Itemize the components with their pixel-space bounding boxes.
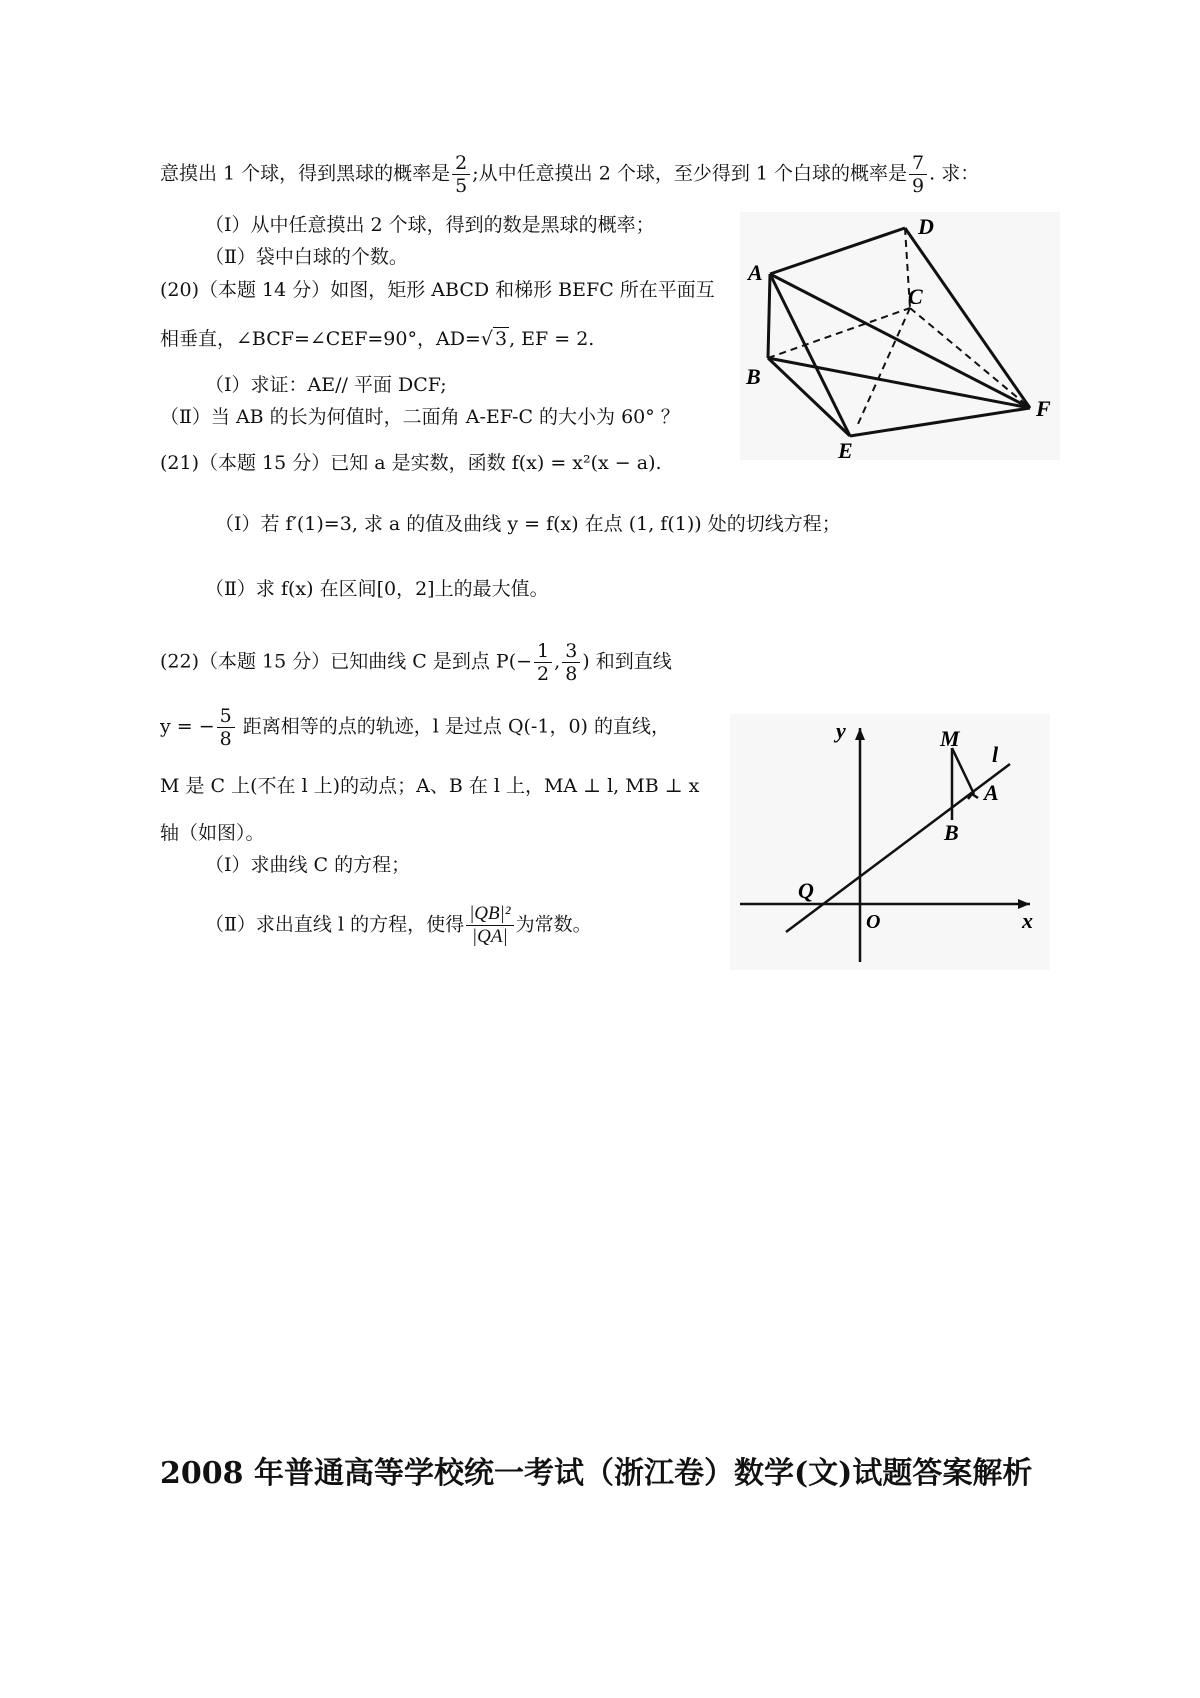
prism-figure (740, 212, 1060, 460)
point-m-label: M (940, 726, 960, 751)
q22-line3: M 是 C 上(不在 l 上)的动点；A、B 在 l 上，MA ⊥ l, MB ⊥ x (160, 775, 700, 797)
label-f: F (1036, 396, 1051, 421)
label-b: B (746, 364, 761, 389)
intro-text-a: 意摸出 1 个球，得到黑球的概率是 (160, 162, 451, 185)
q19-part2: （Ⅱ）袋中白球的个数。 (205, 246, 408, 268)
axis-x-label: x (1022, 908, 1033, 933)
label-e: E (838, 438, 853, 460)
q20-line1: (20)（本题 14 分）如图，矩形 ABCD 和梯形 BEFC 所在平面互 (160, 279, 715, 301)
point-q-label: Q (798, 878, 814, 903)
q21-part2: （Ⅱ）求 f(x) 在区间[0，2]上的最大值。 (205, 578, 549, 600)
q22-line2: y = − $\frac{5}{8}$ 距离相等的点的轨迹，l 是过点 Q(-1，0) 的直线， (160, 705, 670, 750)
label-a: A (748, 260, 763, 285)
sqrt-value: 3 (494, 328, 508, 350)
label-d: D (918, 214, 934, 239)
label-c: C (908, 284, 923, 309)
q20-part2: （Ⅱ）当 AB 的长为何值时，二面角 A-EF-C 的大小为 60° ？ (160, 406, 680, 428)
q21-line1: (21)（本题 15 分）已知 a 是实数，函数 f(x) = x²(x − a). (160, 452, 662, 474)
axis-y-label: y (836, 718, 846, 743)
q22-line4: 轴（如图）。 (160, 822, 265, 844)
answer-section-title: 2008 年普通高等学校统一考试（浙江卷）数学(文)试题答案解析 (160, 1456, 1033, 1491)
coordinate-figure (730, 714, 1050, 970)
ratio-fraction: $\frac{\text{|QB|²}}{|QA|}$ (466, 903, 513, 948)
point-a-label: A (984, 780, 999, 805)
origin-label: O (866, 911, 881, 933)
line-l-label: l (992, 742, 999, 767)
q21-part1: （Ⅰ）若 f′(1)=3, 求 a 的值及曲线 y = f(x) 在点 (1, f(1)) 处的切线方程； (215, 513, 841, 535)
point-p-y: $\frac{3}{8}$ (562, 640, 580, 685)
black-ball-probability: $\frac{2}{5}$ (452, 152, 470, 197)
q22-part2: （Ⅱ）求出直线 l 的方程，使得 $\frac{\text{|QB|²}}{|QA|}$ 为常数。 (205, 903, 592, 947)
intro-line (160, 152, 979, 197)
point-p-x: $\frac{1}{2}$ (534, 640, 552, 685)
q22-line1: (22)（本题 15 分）已知曲线 C 是到点 P(− $\frac{1}{2}$ , $\frac{3}{8}$ ) 和到直线 (160, 640, 672, 685)
q19-part1: （Ⅰ）从中任意摸出 2 个球，得到的数是黑球的概率； (205, 214, 655, 236)
intro-text-c: . 求： (929, 162, 980, 185)
white-ball-probability: $\frac{7}{9}$ (909, 152, 927, 197)
point-b-label: B (944, 820, 959, 845)
q20-part1: （Ⅰ）求证：AE// 平面 DCF; (205, 374, 447, 396)
intro-text-b: ;从中任意摸出 2 个球，至少得到 1 个白球的概率是 (472, 162, 908, 185)
directrix-value: $\frac{5}{8}$ (217, 705, 235, 750)
q20-line2: 相垂直，∠BCF=∠CEF=90°，AD=√ 3 , EF = 2. (160, 328, 595, 350)
q22-part1: （Ⅰ）求曲线 C 的方程； (205, 854, 411, 876)
